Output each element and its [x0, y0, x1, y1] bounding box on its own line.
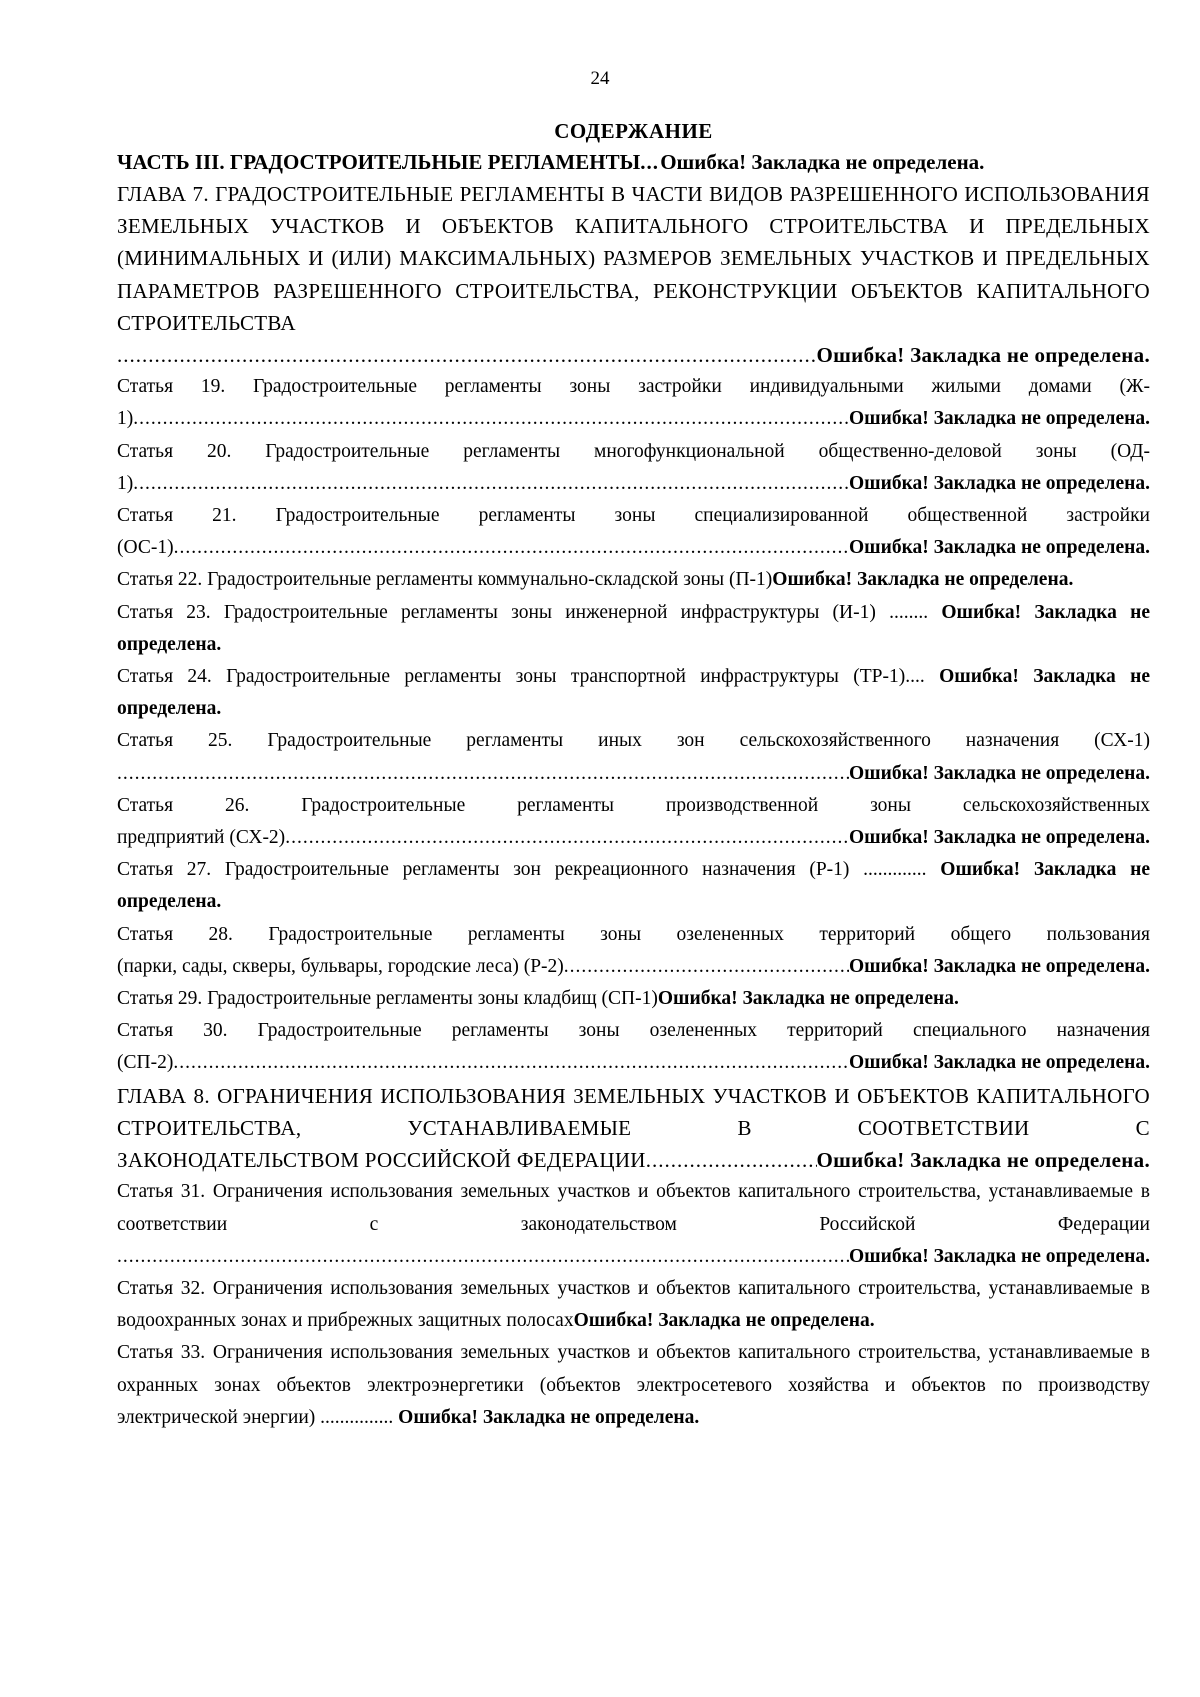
toc-entry-article-23[interactable]: [117, 597, 1150, 661]
toc-entry-label-tail: (СП-2): [117, 1052, 174, 1074]
table-of-contents: [117, 116, 1150, 1434]
toc-entry-article-24[interactable]: [117, 661, 1150, 725]
toc-entry-article-27[interactable]: [117, 854, 1150, 918]
toc-entry-label: Статья 33. Ограничения использования земельных участков и объектов капитального строительства, устанавливаемые в охранных зонах объектов электроэнергетики (объектов электросетевого хозяйства и объектов по производству электрической энергии) ...............: [117, 1342, 1150, 1428]
bookmark-error: Ошибка! Закладка не определена.: [816, 343, 1150, 368]
toc-entry-article-19[interactable]: [117, 371, 1150, 435]
toc-entry-article-21[interactable]: [117, 500, 1150, 564]
toc-entry-article-29[interactable]: [117, 983, 1150, 1015]
toc-entry-label: Статья 31. Ограничения использования земельных участков и объектов капитального строительства, устанавливаемые в соответствии с законодательством Российской Федерации: [117, 1181, 1150, 1235]
toc-entry-label: Статья 23. Градостроительные регламенты зоны инженерной инфраструктуры (И-1) ........: [117, 601, 929, 623]
toc-entry-label: Статья 29. Градостроительные регламенты зоны кладбищ (СП-1): [117, 988, 658, 1010]
bookmark-error: Ошибка! Закладка не определена.: [117, 601, 1150, 655]
toc-entry-label: Статья 32. Ограничения использования земельных участков и объектов капитального строительства, устанавливаемые в водоохранных зонах и прибрежных защитных полосах: [117, 1277, 1150, 1332]
toc-entry-label: Статья 25. Градостроительные регламенты иных зон сельскохозяйственного назначения (СХ-1): [117, 730, 1150, 752]
toc-entry-article-28[interactable]: [117, 919, 1150, 983]
toc-entry-label: Статья 30. Градостроительные регламенты зоны озелененных территорий специального назначения: [117, 1020, 1150, 1042]
toc-entry-article-33[interactable]: [117, 1337, 1150, 1434]
toc-entry-article-20[interactable]: [117, 436, 1150, 500]
bookmark-error: Ошибка! Закладка не определена.: [398, 1406, 700, 1428]
toc-entry-label-tail: 1): [117, 472, 134, 494]
toc-entry-article-32[interactable]: [117, 1273, 1150, 1337]
bookmark-error: Ошибка! Закладка не определена.: [848, 762, 1150, 784]
bookmark-error: Ошибка! Закладка не определена.: [848, 408, 1150, 430]
page-number: 24: [590, 68, 610, 89]
bookmark-error: Ошибка! Закладка не определена.: [117, 666, 1150, 720]
toc-entry-article-22[interactable]: [117, 564, 1150, 596]
bookmark-error: Ошибка! Закладка не определена.: [573, 1310, 875, 1332]
toc-entry-label-tail: предприятий (СХ-2): [117, 827, 286, 849]
bookmark-error: Ошибка! Закладка не определена.: [848, 955, 1150, 977]
toc-entry-label: Статья 26. Градостроительные регламенты производственной зоны сельскохозяйственных: [117, 794, 1150, 816]
toc-entry-label: Статья 27. Градостроительные регламенты зон рекреационного назначения (Р-1) .............: [117, 859, 927, 881]
bookmark-error: Ошибка! Закладка не определена.: [848, 537, 1150, 559]
toc-entry-label: Статья 22. Градостроительные регламенты коммунально-складской зоны (П-1): [117, 569, 773, 591]
toc-entry-label: Статья 20. Градостроительные регламенты многофункциональной общественно-деловой зоны (ОД-: [117, 440, 1150, 462]
toc-entry-article-25[interactable]: [117, 725, 1150, 789]
bookmark-error: Ошибка! Закладка не определена.: [772, 569, 1074, 591]
bookmark-error: Ошибка! Закладка не определена.: [848, 1245, 1150, 1267]
toc-entry-article-31[interactable]: [117, 1176, 1150, 1273]
bookmark-error: Ошибка! Закладка не определена.: [816, 1148, 1150, 1173]
toc-entry-label-tail: (парки, сады, скверы, бульвары, городские леса) (Р-2): [117, 955, 564, 977]
toc-entry-chapter-8[interactable]: [117, 1080, 1150, 1177]
toc-entry-label-tail: 1): [117, 408, 134, 430]
toc-entry-article-30[interactable]: [117, 1015, 1150, 1079]
toc-entry-label: ГЛАВА 8. ОГРАНИЧЕНИЯ ИСПОЛЬЗОВАНИЯ ЗЕМЕЛЬНЫХ УЧАСТКОВ И ОБЪЕКТОВ КАПИТАЛЬНОГО СТРОИТЕЛЬСТВА, УСТАНАВЛИВАЕМЫЕ В СООТВЕТСТВИИ С: [117, 1083, 1150, 1140]
toc-entry-article-26[interactable]: [117, 790, 1150, 854]
toc-entry-chapter-7[interactable]: [117, 178, 1150, 371]
toc-entry-label-tail: (ОС-1): [117, 537, 174, 559]
toc-entry-label: Статья 24. Градостроительные регламенты зоны транспортной инфраструктуры (ТР-1)....: [117, 666, 925, 688]
bookmark-error: Ошибка! Закладка не определена.: [117, 859, 1150, 913]
toc-title: СОДЕРЖАНИЕ: [554, 119, 713, 143]
toc-entry-label: Статья 19. Градостроительные регламенты зоны застройки индивидуальными жилыми домами (Ж-: [117, 376, 1150, 398]
bookmark-error: Ошибка! Закладка не определена.: [848, 827, 1150, 849]
toc-entry-part-3[interactable]: [117, 146, 1150, 178]
bookmark-error: Ошибка! Закладка не определена.: [848, 1052, 1150, 1074]
toc-entry-label: ГЛАВА 7. ГРАДОСТРОИТЕЛЬНЫЕ РЕГЛАМЕНТЫ В ЧАСТИ ВИДОВ РАЗРЕШЕННОГО ИСПОЛЬЗОВАНИЯ ЗЕМЕЛЬНЫХ УЧАСТКОВ И ОБЪЕКТОВ КАПИТАЛЬНОГО СТРОИТЕЛЬСТВА И ПРЕДЕЛЬНЫХ (МИНИМАЛЬНЫХ И (ИЛИ) МАКСИМАЛЬНЫХ) РАЗМЕРОВ ЗЕМЕЛЬНЫХ УЧАСТКОВ И ПРЕДЕЛЬНЫХ ПАРАМЕТРОВ РАЗРЕШЕННОГО СТРОИТЕЛЬСТВА, РЕКОНСТРУКЦИИ ОБЪЕКТОВ КАПИТАЛЬНОГО СТРОИТЕЛЬСТВА: [117, 182, 1150, 335]
toc-entry-label-tail: ЗАКОНОДАТЕЛЬСТВОМ РОССИЙСКОЙ ФЕДЕРАЦИИ: [117, 1148, 646, 1173]
bookmark-error: Ошибка! Закладка не определена.: [660, 150, 985, 174]
toc-entry-label: Статья 28. Градостроительные регламенты зоны озелененных территорий общего пользования: [117, 923, 1150, 945]
toc-entry-label: ЧАСТЬ III. ГРАДОСТРОИТЕЛЬНЫЕ РЕГЛАМЕНТЫ: [117, 150, 641, 174]
bookmark-error: Ошибка! Закладка не определена.: [657, 988, 959, 1010]
bookmark-error: Ошибка! Закладка не определена.: [848, 472, 1150, 494]
toc-entry-label: Статья 21. Градостроительные регламенты зоны специализированной общественной застройки: [117, 505, 1150, 527]
